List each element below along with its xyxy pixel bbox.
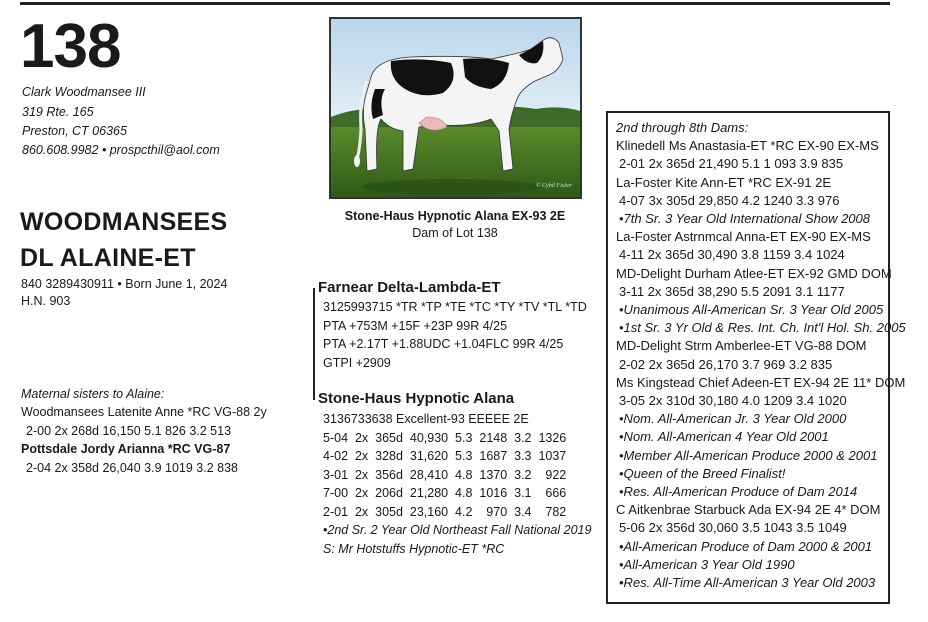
pedigree-award: •Queen of the Breed Finalist! — [619, 465, 786, 481]
lot-number: 138 — [20, 12, 121, 81]
photo-caption-name: Stone-Haus Hypnotic Alana EX-93 2E — [344, 209, 566, 223]
sire-line: GTPI +2909 — [323, 355, 391, 370]
consignor-contact: 860.608.9982 • prospcthil@aol.com — [22, 143, 220, 157]
sire-name: Farnear Delta-Lambda-ET — [318, 279, 501, 296]
consignor-address-line2: Preston, CT 06365 — [22, 124, 127, 138]
dam-details — [323, 410, 591, 558]
pedigree-dam: Ms Kingstead Chief Adeen-ET EX-94 2E 11* DOM — [616, 374, 906, 390]
dam-line: 5-04 2x 365d 40,930 5.3 2148 3.2 1326 — [323, 430, 567, 445]
pedigree-award: •1st Sr. 3 Yr Old & Res. Int. Ch. Int'l Hol. Sh. 2005 — [619, 320, 906, 336]
animal-name-line2: DL ALAINE-ET — [20, 244, 196, 272]
pedigree-record: 5-06 2x 356d 30,060 3.5 1043 3.5 1049 — [619, 520, 847, 536]
dam-line: 3136733638 Excellent-93 EEEEE 2E — [323, 412, 529, 426]
pedigree-dam: C Aitkenbrae Starbuck Ada EX-94 2E 4* DOM — [616, 502, 881, 518]
photo-caption-sub: Dam of Lot 138 — [412, 226, 498, 240]
pedigree-award: •All-American 3 Year Old 1990 — [619, 556, 795, 572]
dam-name: Stone-Haus Hypnotic Alana — [318, 390, 515, 407]
sister-1-record: 2-00 2x 268d 16,150 5.1 826 3.2 513 — [26, 423, 232, 438]
pedigree-dam: MD-Delight Strm Amberlee-ET VG-88 DOM — [616, 338, 867, 354]
sister-1-name: Woodmansees Latenite Anne *RC VG-88 2y — [21, 405, 267, 419]
dam-line: 3-01 2x 356d 28,410 4.8 1370 3.2 922 — [323, 467, 567, 482]
pedigree-record: 4-07 3x 305d 29,850 4.2 1240 3.3 976 — [619, 192, 840, 208]
pedigree-award: •Member All-American Produce 2000 & 2001 — [619, 447, 878, 463]
dam-photo — [329, 17, 582, 199]
maternal-sisters-list — [21, 403, 267, 477]
pedigree-record: 2-02 2x 365d 26,170 3.7 969 3.2 835 — [619, 356, 833, 372]
pedigree-record: 2-01 2x 365d 21,490 5.1 1 093 3.9 835 — [619, 156, 844, 172]
pedigree-record: 3-05 2x 310d 30,180 4.0 1209 3.4 1020 — [619, 393, 847, 409]
dam-line: S: Mr Hotstuffs Hypnotic-ET *RC — [323, 541, 505, 556]
consignor-address-line1: 319 Rte. 165 — [22, 105, 94, 119]
maternal-sisters-heading: Maternal sisters to Alaine: — [21, 387, 165, 401]
pedigree-award: •Res. All-American Produce of Dam 2014 — [619, 484, 858, 500]
pedigree-dam: La-Foster Astrnmcal Anna-ET EX-90 EX-MS — [616, 229, 871, 245]
pedigree-award: •7th Sr. 3 Year Old International Show 2008 — [619, 211, 870, 227]
photo-signature: © Cybil Fisher — [536, 183, 573, 189]
pedigree-heading: 2nd through 8th Dams: — [616, 120, 749, 135]
pedigree-award: •Nom. All-American Jr. 3 Year Old 2000 — [619, 411, 847, 427]
pedigree-record: 3-11 2x 365d 38,290 5.5 2091 3.1 1177 — [619, 283, 845, 299]
pedigree-dam: La-Foster Kite Ann-ET *RC EX-91 2E — [616, 174, 832, 190]
pedigree-award: •All-American Produce of Dam 2000 & 2001 — [619, 538, 873, 554]
pedigree-box — [606, 111, 906, 604]
sire-line: PTA +2.17T +1.88UDC +1.04FLC 99R 4/25 — [323, 337, 564, 351]
animal-name-line1: WOODMANSEES — [20, 208, 228, 236]
dam-line: 7-00 2x 206d 21,280 4.8 1016 3.1 666 — [323, 486, 567, 500]
pedigree-award: •Res. All-Time All-American 3 Year Old 2003 — [619, 575, 876, 591]
pedigree-dam: Klinedell Ms Anastasia-ET *RC EX-90 EX-MS — [616, 138, 879, 154]
pedigree-dam: MD-Delight Durham Atlee-ET EX-92 GMD DOM — [616, 265, 892, 281]
consignor-name: Clark Woodmansee III — [22, 85, 146, 99]
sister-2-record: 2-04 2x 358d 26,040 3.9 1019 3.2 838 — [26, 460, 238, 475]
herd-number: H.N. 903 — [21, 294, 71, 308]
pedigree-record: 4-11 2x 365d 30,490 3.8 1159 3.4 1024 — [619, 247, 845, 263]
pedigree-award: •Unanimous All-American Sr. 3 Year Old 2005 — [619, 302, 884, 318]
dam-line: 2-01 2x 305d 23,160 4.2 970 3.4 782 — [323, 504, 567, 519]
pedigree-award: •Nom. All-American 4 Year Old 2001 — [619, 429, 829, 445]
dam-photo-illustration — [331, 19, 580, 197]
registration-birthdate: 840 3289430911 • Born June 1, 2024 — [21, 277, 228, 291]
sister-2-name: Pottsdale Jordy Arianna *RC VG-87 — [21, 442, 231, 456]
sire-line: 3125993715 *TR *TP *TE *TC *TY *TV *TL *TD — [323, 300, 587, 314]
pedigree-list — [616, 119, 906, 592]
sire-details — [323, 298, 587, 372]
dam-line: •2nd Sr. 2 Year Old Northeast Fall National 2019 — [323, 523, 592, 537]
sire-line: PTA +753M +15F +23P 99R 4/25 — [323, 318, 508, 333]
pedigree-divider — [313, 288, 315, 400]
dam-line: 4-02 2x 328d 31,620 5.3 1687 3.3 1037 — [323, 449, 567, 463]
top-rule — [20, 2, 890, 5]
